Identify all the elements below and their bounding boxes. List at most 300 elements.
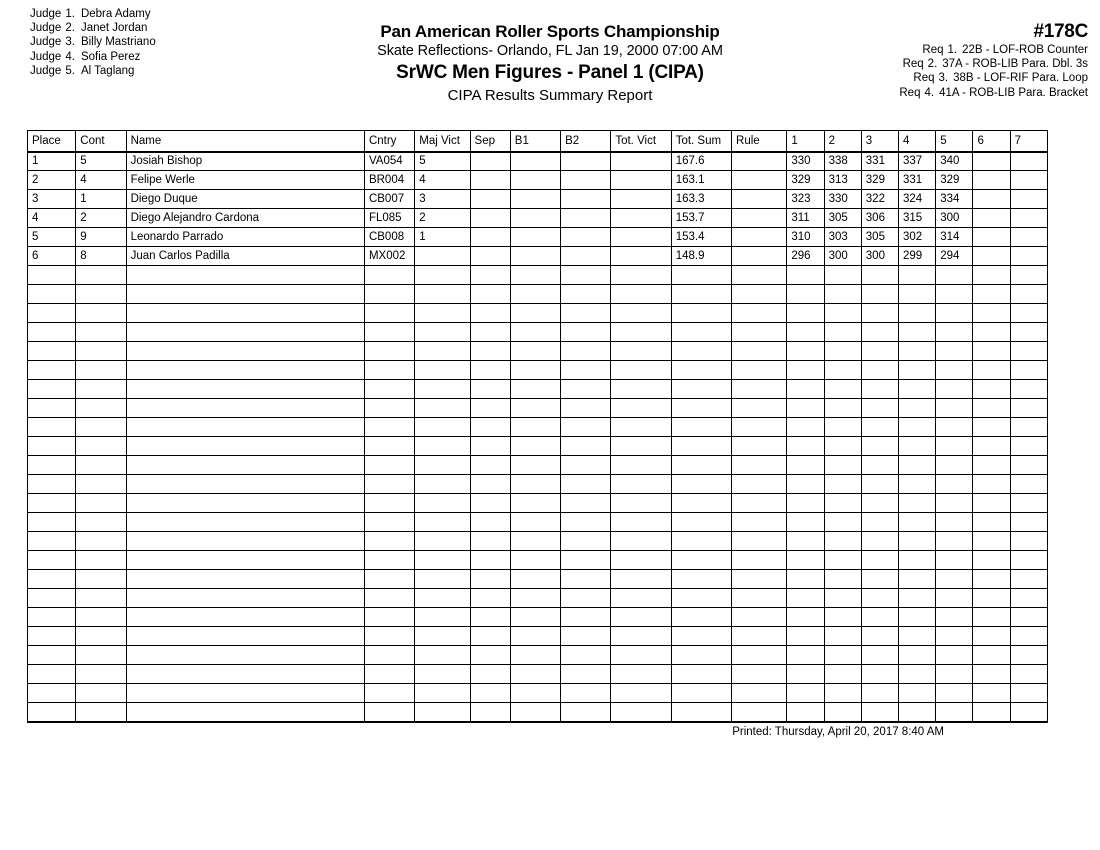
cell-empty — [861, 665, 898, 684]
cell-empty — [899, 475, 936, 494]
cell-empty — [611, 703, 671, 722]
cell-judge-1: 323 — [787, 190, 824, 209]
cell-empty — [510, 551, 560, 570]
cell-empty — [28, 627, 76, 646]
requirement-number: 1. — [947, 44, 958, 56]
cell-empty — [611, 532, 671, 551]
cell-empty — [611, 361, 671, 380]
cell-empty — [973, 551, 1010, 570]
cell-empty — [824, 399, 861, 418]
cell-maj-vict: 5 — [415, 152, 470, 171]
column-header-name: Name — [126, 131, 364, 152]
cell-empty — [861, 475, 898, 494]
cell-empty — [28, 361, 76, 380]
cell-empty — [732, 418, 787, 437]
cell-empty — [899, 361, 936, 380]
cell-b2 — [561, 209, 611, 228]
cell-empty — [415, 684, 470, 703]
judge-label: Judge — [30, 50, 62, 63]
cell-empty — [671, 285, 731, 304]
cell-empty — [126, 665, 364, 684]
cell-empty — [470, 665, 510, 684]
table-row-empty[interactable] — [28, 646, 1048, 665]
cell-empty — [936, 342, 973, 361]
cell-cont: 8 — [76, 247, 126, 266]
cell-empty — [415, 665, 470, 684]
column-header-judge-3: 3 — [861, 131, 898, 152]
cell-empty — [470, 285, 510, 304]
cell-empty — [899, 437, 936, 456]
table-row-empty[interactable] — [28, 456, 1048, 475]
cell-empty — [671, 266, 731, 285]
cell-empty — [364, 323, 414, 342]
cell-empty — [824, 570, 861, 589]
requirement-label: Req — [899, 86, 921, 99]
cell-empty — [28, 342, 76, 361]
cell-empty — [824, 532, 861, 551]
cell-empty — [470, 589, 510, 608]
column-header-place: Place — [28, 131, 76, 152]
cell-empty — [611, 627, 671, 646]
cell-empty — [126, 266, 364, 285]
judge-name: Sofia Perez — [80, 50, 141, 63]
cell-empty — [364, 304, 414, 323]
cell-empty — [1010, 285, 1047, 304]
cell-empty — [899, 513, 936, 532]
cell-empty — [973, 665, 1010, 684]
cell-empty — [364, 646, 414, 665]
cell-empty — [861, 361, 898, 380]
cell-empty — [899, 285, 936, 304]
cell-empty — [28, 380, 76, 399]
cell-judge-5: 340 — [936, 152, 973, 171]
judge-label: Judge — [30, 36, 62, 49]
cell-empty — [470, 608, 510, 627]
table-row[interactable] — [28, 152, 1048, 171]
cell-judge-3: 329 — [861, 171, 898, 190]
judges-panel — [30, 7, 156, 78]
cell-empty — [126, 646, 364, 665]
cell-cntry: MX002 — [364, 247, 414, 266]
cell-empty — [824, 684, 861, 703]
cell-empty — [126, 285, 364, 304]
cell-empty — [671, 494, 731, 513]
cell-empty — [787, 532, 824, 551]
cell-empty — [1010, 665, 1047, 684]
cell-empty — [364, 627, 414, 646]
cell-empty — [671, 437, 731, 456]
cell-empty — [28, 285, 76, 304]
cell-empty — [561, 703, 611, 722]
cell-empty — [470, 418, 510, 437]
cell-maj-vict: 4 — [415, 171, 470, 190]
cell-empty — [510, 342, 560, 361]
cell-empty — [1010, 380, 1047, 399]
table-row[interactable] — [28, 190, 1048, 209]
cell-empty — [510, 665, 560, 684]
cell-empty — [611, 342, 671, 361]
cell-empty — [470, 627, 510, 646]
cell-empty — [364, 475, 414, 494]
cell-empty — [732, 285, 787, 304]
cell-empty — [671, 646, 731, 665]
table-row-empty[interactable] — [28, 532, 1048, 551]
results-table — [27, 130, 1048, 723]
column-header-tot-vict: Tot. Vict — [611, 131, 671, 152]
cell-tot-sum: 148.9 — [671, 247, 731, 266]
cell-empty — [936, 703, 973, 722]
cell-empty — [364, 380, 414, 399]
requirement-row — [899, 57, 1088, 71]
requirement-text: 37A - ROB-LIB Para. Dbl. 3s — [942, 58, 1088, 71]
venue-line: Skate Reflections- Orlando, FL Jan 19, 2000 07:00 AM — [377, 43, 723, 59]
cell-empty — [824, 361, 861, 380]
cell-empty — [561, 608, 611, 627]
cell-empty — [76, 361, 126, 380]
cell-empty — [973, 266, 1010, 285]
cell-empty — [28, 703, 76, 722]
cell-empty — [28, 323, 76, 342]
cell-sep — [470, 247, 510, 266]
cell-place: 6 — [28, 247, 76, 266]
cell-empty — [732, 304, 787, 323]
cell-empty — [415, 475, 470, 494]
judge-number: 5. — [65, 64, 75, 77]
cell-empty — [364, 551, 414, 570]
cell-empty — [126, 437, 364, 456]
cell-empty — [973, 399, 1010, 418]
cell-empty — [861, 703, 898, 722]
cell-empty — [415, 418, 470, 437]
cell-empty — [76, 304, 126, 323]
cell-empty — [861, 304, 898, 323]
table-row-empty[interactable] — [28, 570, 1048, 589]
cell-empty — [611, 608, 671, 627]
cell-empty — [510, 399, 560, 418]
cell-empty — [1010, 342, 1047, 361]
cell-empty — [899, 665, 936, 684]
cell-empty — [1010, 361, 1047, 380]
cell-empty — [126, 532, 364, 551]
cell-empty — [973, 684, 1010, 703]
table-row[interactable] — [28, 228, 1048, 247]
cell-empty — [126, 551, 364, 570]
cell-empty — [899, 380, 936, 399]
cell-empty — [936, 513, 973, 532]
cell-empty — [1010, 266, 1047, 285]
cell-empty — [824, 494, 861, 513]
cell-rule — [732, 152, 787, 171]
requirement-number: 3. — [938, 72, 949, 85]
cell-empty — [126, 513, 364, 532]
cell-empty — [936, 589, 973, 608]
table-row-empty[interactable] — [28, 684, 1048, 703]
table-row-empty[interactable] — [28, 399, 1048, 418]
cell-empty — [861, 380, 898, 399]
table-row-empty[interactable] — [28, 703, 1048, 722]
cell-empty — [671, 304, 731, 323]
cell-empty — [732, 437, 787, 456]
table-row-empty[interactable] — [28, 361, 1048, 380]
column-header-maj-vict: Maj Vict — [415, 131, 470, 152]
table-row-empty[interactable] — [28, 551, 1048, 570]
cell-tot-vict — [611, 152, 671, 171]
cell-tot-sum: 167.6 — [671, 152, 731, 171]
table-row-empty[interactable] — [28, 285, 1048, 304]
cell-empty — [415, 361, 470, 380]
requirement-row — [899, 43, 1088, 57]
cell-empty — [824, 323, 861, 342]
judge-name: Debra Adamy — [80, 8, 151, 20]
cell-empty — [76, 456, 126, 475]
requirement-label: Req — [913, 72, 935, 85]
cell-empty — [861, 285, 898, 304]
cell-empty — [787, 570, 824, 589]
cell-empty — [364, 266, 414, 285]
cell-empty — [76, 608, 126, 627]
cell-tot-vict — [611, 228, 671, 247]
table-row-empty[interactable] — [28, 418, 1048, 437]
cell-empty — [611, 418, 671, 437]
cell-empty — [1010, 513, 1047, 532]
cell-empty — [561, 589, 611, 608]
cell-empty — [126, 627, 364, 646]
cell-empty — [899, 399, 936, 418]
cell-judge-4: 302 — [899, 228, 936, 247]
cell-name: Josiah Bishop — [126, 152, 364, 171]
cell-empty — [76, 532, 126, 551]
cell-empty — [28, 494, 76, 513]
cell-empty — [824, 627, 861, 646]
cell-empty — [936, 399, 973, 418]
cell-empty — [732, 380, 787, 399]
cell-empty — [973, 513, 1010, 532]
report-header — [280, 22, 820, 106]
cell-b1 — [510, 152, 560, 171]
column-header-b1: B1 — [510, 131, 560, 152]
cell-empty — [899, 494, 936, 513]
cell-empty — [861, 551, 898, 570]
cell-empty — [561, 418, 611, 437]
table-row-empty[interactable] — [28, 380, 1048, 399]
cell-empty — [364, 684, 414, 703]
cell-b2 — [561, 228, 611, 247]
cell-empty — [611, 513, 671, 532]
cell-maj-vict: 3 — [415, 190, 470, 209]
cell-empty — [936, 570, 973, 589]
cell-empty — [732, 646, 787, 665]
cell-empty — [76, 703, 126, 722]
cell-empty — [671, 627, 731, 646]
cell-empty — [973, 627, 1010, 646]
cell-b1 — [510, 190, 560, 209]
cell-empty — [899, 570, 936, 589]
cell-name: Diego Alejandro Cardona — [126, 209, 364, 228]
cell-empty — [671, 418, 731, 437]
table-row-empty[interactable] — [28, 437, 1048, 456]
judge-label: Judge — [30, 22, 62, 35]
table-row-empty[interactable] — [28, 665, 1048, 684]
cell-empty — [973, 646, 1010, 665]
cell-empty — [861, 342, 898, 361]
cell-empty — [28, 399, 76, 418]
table-row-empty[interactable] — [28, 266, 1048, 285]
cell-judge-5: 329 — [936, 171, 973, 190]
cell-empty — [510, 418, 560, 437]
cell-empty — [470, 532, 510, 551]
table-row-empty[interactable] — [28, 513, 1048, 532]
cell-empty — [973, 589, 1010, 608]
cell-rule — [732, 171, 787, 190]
cell-judge-1: 329 — [787, 171, 824, 190]
cell-empty — [787, 703, 824, 722]
cell-empty — [899, 703, 936, 722]
cell-empty — [611, 285, 671, 304]
cell-empty — [76, 266, 126, 285]
table-row-empty[interactable] — [28, 342, 1048, 361]
cell-judge-7 — [1010, 209, 1047, 228]
cell-empty — [936, 494, 973, 513]
cell-empty — [415, 285, 470, 304]
table-row[interactable] — [28, 171, 1048, 190]
requirement-number: 4. — [924, 86, 935, 99]
cell-empty — [1010, 551, 1047, 570]
cell-empty — [973, 703, 1010, 722]
cell-judge-7 — [1010, 228, 1047, 247]
table-row-empty[interactable] — [28, 627, 1048, 646]
cell-empty — [824, 551, 861, 570]
cell-cont: 1 — [76, 190, 126, 209]
cell-judge-3: 300 — [861, 247, 898, 266]
cell-place: 5 — [28, 228, 76, 247]
cell-empty — [415, 304, 470, 323]
cell-empty — [787, 684, 824, 703]
cell-empty — [561, 665, 611, 684]
cell-empty — [561, 475, 611, 494]
cell-empty — [861, 627, 898, 646]
cell-empty — [787, 665, 824, 684]
cell-empty — [470, 703, 510, 722]
cell-empty — [824, 608, 861, 627]
cell-empty — [824, 589, 861, 608]
table-row[interactable] — [28, 247, 1048, 266]
cell-judge-6 — [973, 247, 1010, 266]
cell-judge-4: 324 — [899, 190, 936, 209]
cell-empty — [732, 475, 787, 494]
cell-empty — [936, 304, 973, 323]
cell-empty — [415, 570, 470, 589]
cell-empty — [824, 304, 861, 323]
requirements-list — [899, 43, 1088, 100]
column-header-judge-1: 1 — [787, 131, 824, 152]
cell-empty — [973, 437, 1010, 456]
table-row-empty[interactable] — [28, 304, 1048, 323]
cell-empty — [936, 361, 973, 380]
judge-row — [30, 35, 156, 49]
cell-empty — [899, 608, 936, 627]
cell-empty — [787, 380, 824, 399]
cell-place: 4 — [28, 209, 76, 228]
cell-judge-2: 313 — [824, 171, 861, 190]
cell-empty — [732, 323, 787, 342]
cell-empty — [76, 589, 126, 608]
cell-empty — [76, 570, 126, 589]
judge-row — [30, 50, 156, 64]
cell-empty — [510, 437, 560, 456]
table-row-empty[interactable] — [28, 494, 1048, 513]
cell-empty — [787, 589, 824, 608]
cell-empty — [28, 570, 76, 589]
cell-empty — [510, 570, 560, 589]
cell-empty — [28, 475, 76, 494]
cell-tot-sum: 153.7 — [671, 209, 731, 228]
cell-maj-vict: 1 — [415, 228, 470, 247]
cell-empty — [899, 627, 936, 646]
cell-tot-sum: 163.1 — [671, 171, 731, 190]
cell-judge-7 — [1010, 247, 1047, 266]
cell-empty — [899, 323, 936, 342]
cell-empty — [561, 494, 611, 513]
table-row-empty[interactable] — [28, 475, 1048, 494]
cell-empty — [861, 494, 898, 513]
cell-rule — [732, 190, 787, 209]
cell-empty — [611, 437, 671, 456]
cell-empty — [470, 513, 510, 532]
cell-empty — [510, 589, 560, 608]
cell-empty — [126, 304, 364, 323]
cell-judge-7 — [1010, 190, 1047, 209]
table-row-empty[interactable] — [28, 589, 1048, 608]
cell-cntry: VA054 — [364, 152, 414, 171]
cell-rule — [732, 228, 787, 247]
cell-empty — [415, 399, 470, 418]
cell-empty — [126, 589, 364, 608]
table-row-empty[interactable] — [28, 323, 1048, 342]
cell-empty — [28, 418, 76, 437]
cell-empty — [899, 684, 936, 703]
cell-empty — [787, 418, 824, 437]
cell-empty — [671, 475, 731, 494]
cell-judge-3: 305 — [861, 228, 898, 247]
requirement-number: 2. — [927, 58, 938, 71]
cell-empty — [126, 342, 364, 361]
cell-judge-2: 330 — [824, 190, 861, 209]
table-row-empty[interactable] — [28, 608, 1048, 627]
cell-empty — [470, 342, 510, 361]
cell-empty — [1010, 494, 1047, 513]
cell-empty — [126, 608, 364, 627]
cell-empty — [470, 494, 510, 513]
cell-empty — [28, 684, 76, 703]
cell-empty — [415, 608, 470, 627]
table-row[interactable] — [28, 209, 1048, 228]
cell-empty — [973, 475, 1010, 494]
cell-empty — [1010, 703, 1047, 722]
cell-tot-vict — [611, 190, 671, 209]
cell-empty — [28, 551, 76, 570]
cell-empty — [611, 494, 671, 513]
cell-empty — [470, 456, 510, 475]
cell-judge-5: 314 — [936, 228, 973, 247]
cell-empty — [973, 532, 1010, 551]
cell-empty — [470, 323, 510, 342]
cell-empty — [899, 532, 936, 551]
cell-sep — [470, 171, 510, 190]
cell-empty — [861, 513, 898, 532]
requirement-text: 41A - ROB-LIB Para. Bracket — [939, 86, 1088, 99]
cell-cntry: CB007 — [364, 190, 414, 209]
cell-empty — [470, 570, 510, 589]
